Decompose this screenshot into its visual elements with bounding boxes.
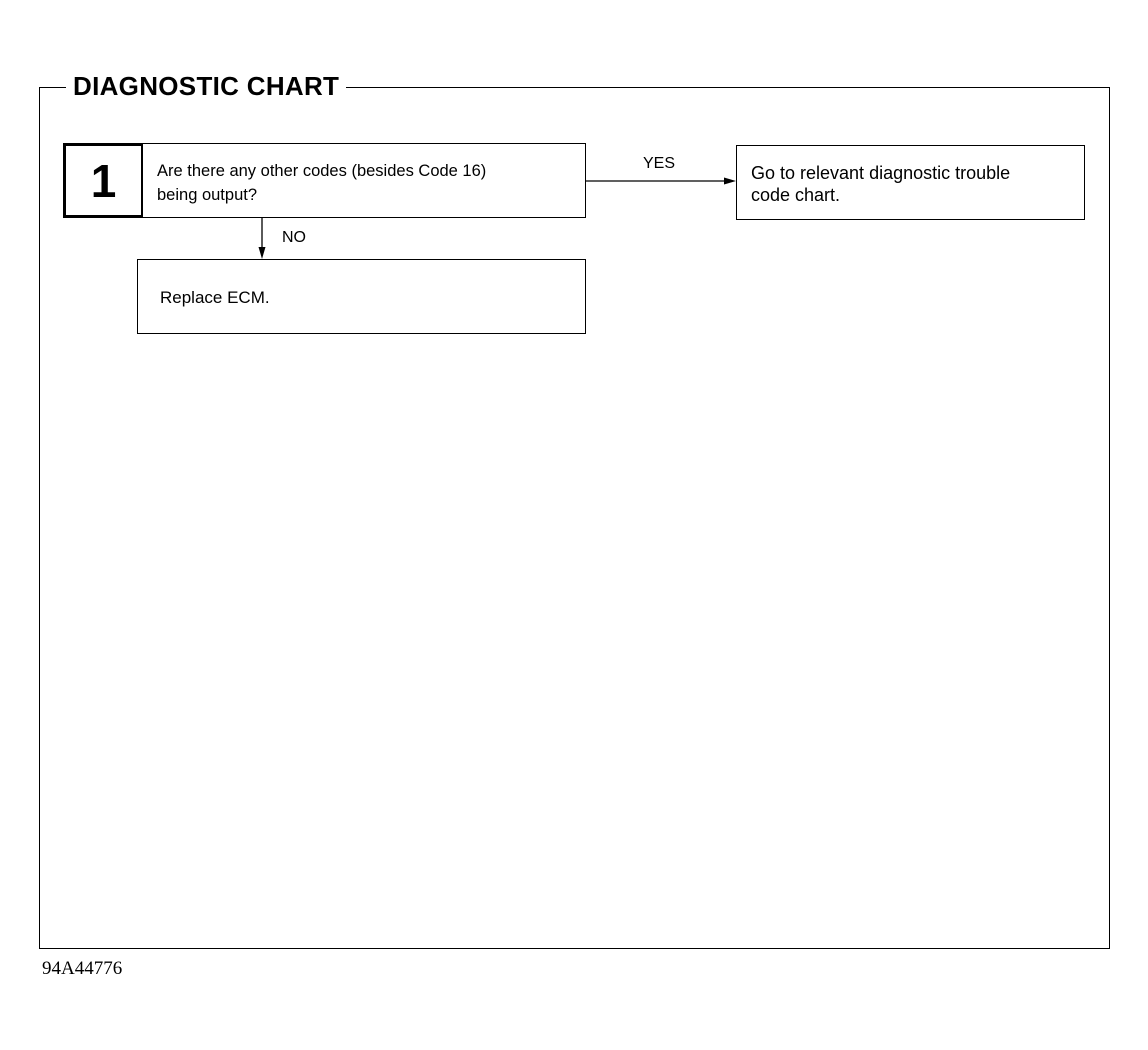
question-line-1: Are there any other codes (besides Code 16) <box>157 162 487 180</box>
question-text <box>157 159 577 207</box>
question-box <box>142 143 586 218</box>
yes-label: YES <box>643 155 676 172</box>
yes-action-text <box>751 162 1081 206</box>
yes-action-line-2: code chart. <box>751 185 841 205</box>
no-action-box <box>137 259 586 334</box>
step-number: 1 <box>63 143 144 218</box>
yes-action-line-1: Go to relevant diagnostic trouble <box>751 163 1011 183</box>
no-label: NO <box>282 229 306 246</box>
question-line-2: being output? <box>157 186 258 204</box>
chart-title: DIAGNOSTIC CHART <box>66 70 346 102</box>
no-action-text: Replace ECM. <box>160 288 270 307</box>
yes-action-box <box>736 145 1085 220</box>
figure-id: 94A44776 <box>42 958 123 979</box>
